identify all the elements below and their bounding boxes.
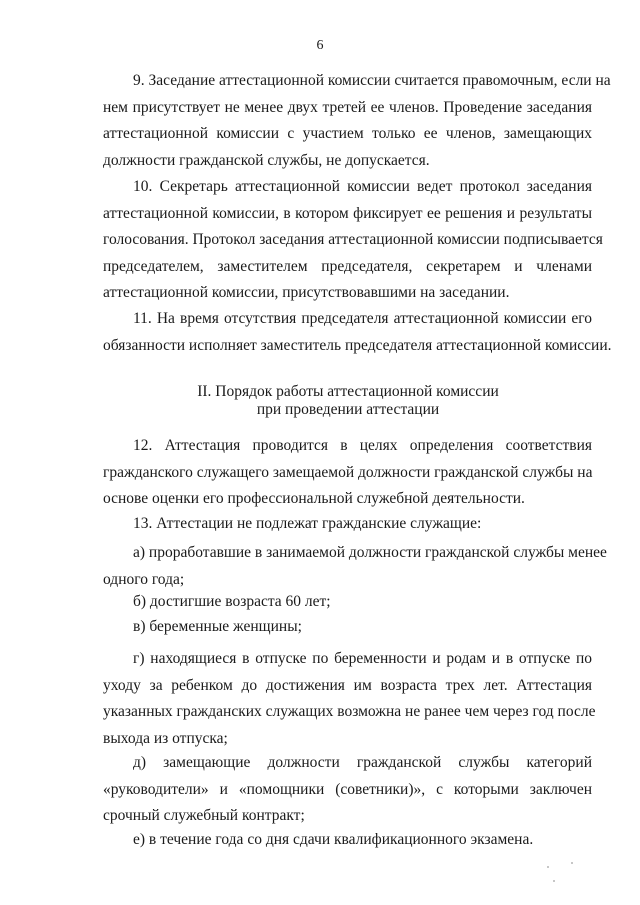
list-item-line: е) в течение года со дня сдачи квалификационного экзамена. <box>133 831 534 848</box>
list-item-line: указанных гражданских служащих возможна не ранее чем через год после <box>103 703 596 720</box>
section-heading-line: при проведении аттестации <box>256 401 440 418</box>
scan-speck <box>553 880 555 882</box>
paragraph-13 <box>103 511 592 538</box>
paragraph-line: основе оценки его профессиональной служебной деятельности. <box>103 490 525 507</box>
paragraph-line: 13. Аттестации не подлежат гражданские служащие: <box>133 515 482 532</box>
paragraph-line: 10. Секретарь аттестационной комиссии ведет протокол заседания <box>133 178 592 195</box>
paragraph-line: аттестационной комиссии, в котором фиксирует ее решения и результаты <box>103 204 592 222</box>
list-item-line: г) находящиеся в отпуске по беременности и родам и в отпуске по <box>133 650 592 667</box>
paragraph-line: должности гражданской службы, не допускается. <box>103 151 430 169</box>
list-item-e <box>103 827 592 854</box>
list-item-line: одного года; <box>103 570 185 588</box>
list-item-v <box>103 614 592 641</box>
paragraph-12 <box>103 433 592 513</box>
page-number: 6 <box>316 38 324 53</box>
paragraph-line: аттестационной комиссии, присутствовавшими на заседании. <box>103 284 510 301</box>
paragraph-line: 9. Заседание аттестационной комиссии считается правомочным, если на <box>133 72 611 89</box>
paragraph-line: обязанности исполняет заместитель председателя аттестационной комиссии. <box>103 336 612 354</box>
list-item-line: уходу за ребенком до достижения им возраста трех лет. Аттестация <box>103 676 592 694</box>
paragraph-line: нем присутствует не менее двух третей ее членов. Проведение заседания <box>103 98 592 116</box>
list-item-line: б) достигшие возраста 60 лет; <box>133 593 331 610</box>
list-item-line: «руководители» и «помощники (советники)», с которыми заключен <box>103 780 592 798</box>
paragraph-line: гражданского служащего замещаемой должности гражданской службы на <box>103 463 593 481</box>
paragraph-9 <box>103 68 611 174</box>
paragraph-line: председателем, заместителем председателя, секретарем и членами <box>103 257 592 275</box>
list-item-a <box>103 540 607 593</box>
list-item-line: в) беременные женщины; <box>133 618 302 635</box>
scan-speck <box>547 866 549 868</box>
paragraph-10 <box>103 174 603 307</box>
paragraph-line: голосования. Протокол заседания аттестационной комиссии подписывается <box>103 231 603 248</box>
list-item-line: выхода из отпуска; <box>103 729 228 747</box>
paragraph-line: 12. Аттестация проводится в целях определения соответствия <box>133 437 592 454</box>
paragraph-line: 11. На время отсутствия председателя аттестационной комиссии его <box>133 310 592 327</box>
list-item-g <box>103 646 596 752</box>
list-item-line: д) замещающие должности гражданской службы категорий <box>133 754 592 771</box>
list-item-line: а) проработавшие в занимаемой должности гражданской службы менее <box>133 544 607 561</box>
section-heading <box>0 383 640 419</box>
scan-speck <box>571 862 573 864</box>
list-item-line: срочный служебный контракт; <box>103 807 305 824</box>
section-heading-line: II. Порядок работы аттестационной комиссии <box>197 383 499 400</box>
list-item-d <box>103 750 592 830</box>
paragraph-line: аттестационной комиссии с участием только ее членов, замещающих <box>103 125 592 142</box>
paragraph-11 <box>103 306 612 359</box>
list-item-b <box>103 589 592 616</box>
